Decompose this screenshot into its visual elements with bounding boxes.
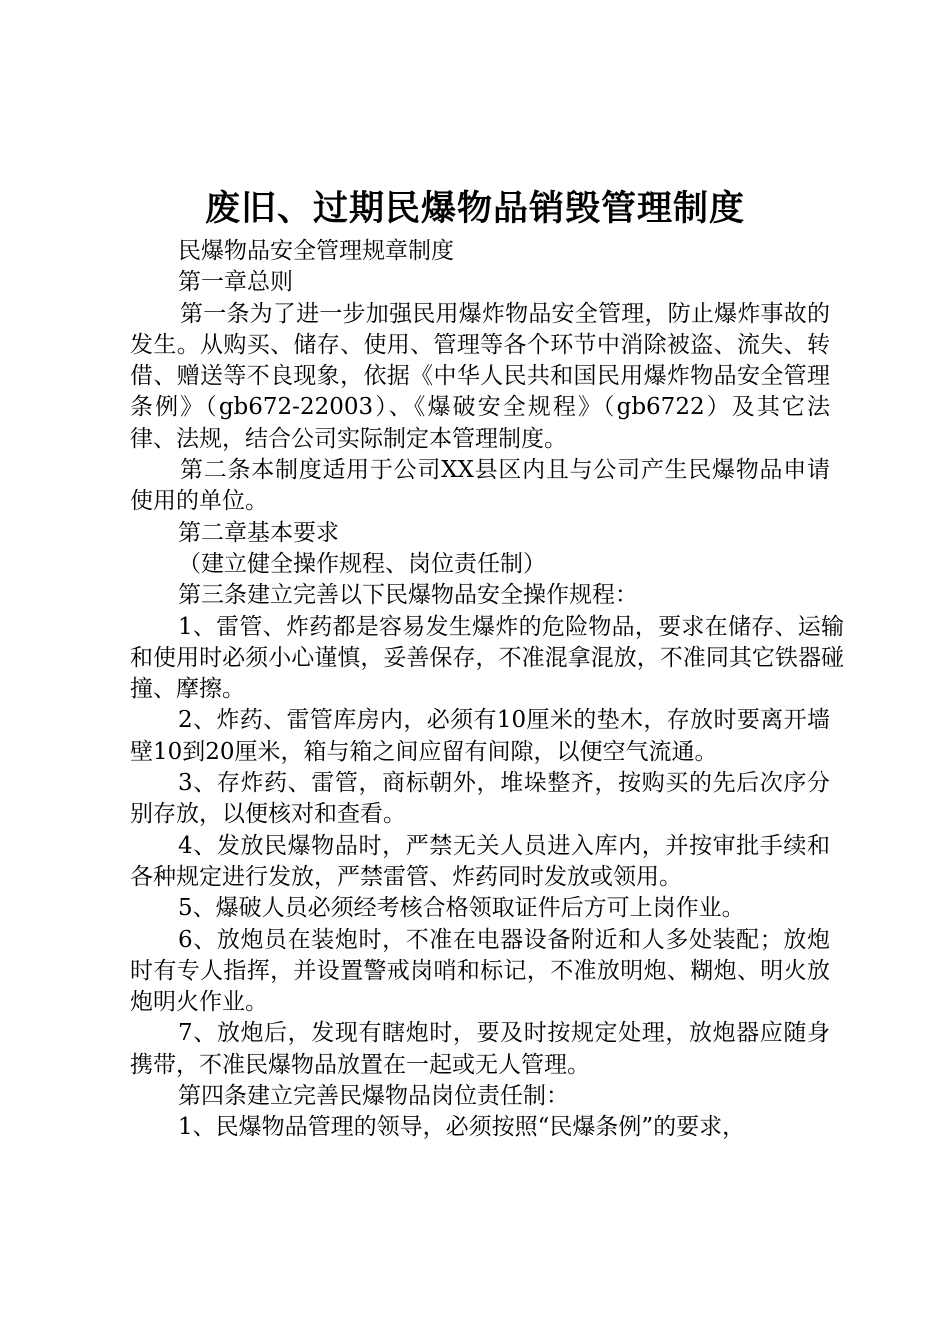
section-heading: 民爆物品安全管理规章制度 bbox=[178, 238, 454, 264]
list-item: 4、发放民爆物品时，严禁无关人员进入库内，并按审批手续和各种规定进行发放，严禁雷管、炸药同时发放或领用。 bbox=[130, 832, 830, 890]
list-item: 2、炸药、雷管库房内，必须有10厘米的垫木，存放时要离开墙壁10到20厘米，箱与箱之间应留有间隙，以便空气流通。 bbox=[130, 707, 830, 765]
article-paragraph: 第一条为了进一步加强民用爆炸物品安全管理，防止爆炸事故的发生。从购买、储存、使用、管理等各个环节中消除被盗、流失、转借、赠送等不良现象，依据《中华人民共和国民用爆炸物品安全管理条例》（gb672-22003）、《爆破安全规程》（gb6722）及其它法律、法规，结合公司实际制定本管理制度。 bbox=[130, 300, 830, 452]
chapter-heading: 第二章基本要求 bbox=[178, 519, 339, 546]
chapter-subtitle: （建立健全操作规程、岗位责任制） bbox=[178, 550, 546, 577]
article-paragraph: 第四条建立完善民爆物品岗位责任制： bbox=[178, 1083, 569, 1110]
article-paragraph: 第二条本制度适用于公司XX县区内且与公司产生民爆物品申请使用的单位。 bbox=[130, 457, 830, 515]
document-title: 废旧、过期民爆物品销毁管理制度 bbox=[204, 189, 745, 229]
document-body bbox=[130, 236, 844, 1144]
list-item: 6、放炮员在装炮时，不准在电器设备附近和人多处装配；放炮时有专人指挥，并设置警戒岗哨和标记，不准放明炮、糊炮、明火放炮明火作业。 bbox=[130, 926, 830, 1016]
article-paragraph: 第三条建立完善以下民爆物品安全操作规程： bbox=[178, 582, 638, 609]
list-item: 7、放炮后，发现有瞎炮时，要及时按规定处理，放炮器应随身携带，不准民爆物品放置在一起或无人管理。 bbox=[130, 1020, 830, 1078]
list-item: 5、爆破人员必须经考核合格领取证件后方可上岗作业。 bbox=[178, 895, 745, 922]
chapter-heading: 第一章总则 bbox=[178, 269, 293, 296]
list-item: 3、存炸药、雷管，商标朝外，堆垛整齐，按购买的先后次序分别存放，以便核对和查看。 bbox=[130, 770, 830, 828]
list-item: 1、民爆物品管理的领导，必须按照“民爆条例”的要求， bbox=[178, 1114, 746, 1141]
list-item: 1、雷管、炸药都是容易发生爆炸的危险物品，要求在储存、运输和使用时必须小心谨慎，妥善保存，不准混拿混放，不准同其它铁器碰撞、摩擦。 bbox=[130, 613, 844, 703]
